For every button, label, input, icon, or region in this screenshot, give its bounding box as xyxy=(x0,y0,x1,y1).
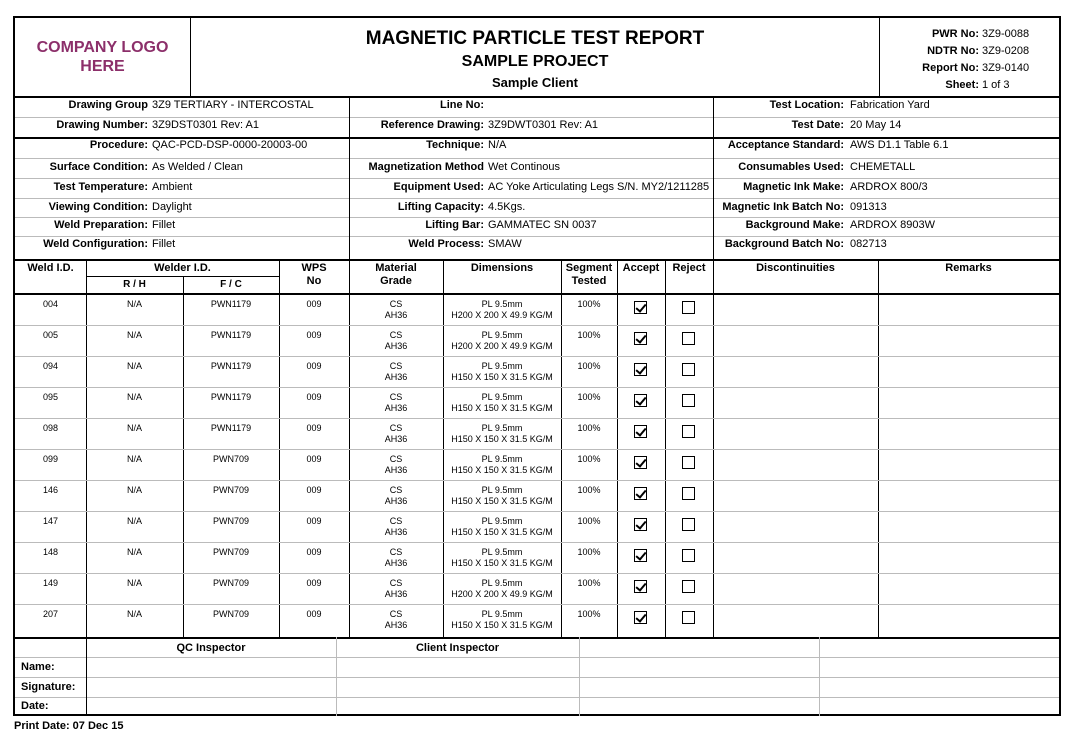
table-row xyxy=(15,512,1059,543)
accept-checkbox[interactable] xyxy=(634,301,647,314)
header-ref-label: NDTR No: xyxy=(927,45,979,57)
table-row xyxy=(15,574,1059,605)
dimension-size-cell: H150 X 150 X 31.5 KG/M xyxy=(451,496,553,506)
signoff-row-label: Date: xyxy=(21,700,49,712)
rh-cell: N/A xyxy=(126,423,142,433)
header-discontinuities: Discontinuities xyxy=(756,262,835,274)
header-segment: Segment Tested xyxy=(565,262,613,287)
material-cell: CS xyxy=(389,547,403,557)
wps-cell: 009 xyxy=(306,547,322,557)
info-label: Procedure: xyxy=(89,139,148,151)
rule-line xyxy=(15,178,1059,179)
rule-line xyxy=(336,637,337,716)
weld-id-cell: 098 xyxy=(42,423,59,433)
rule-line xyxy=(713,259,714,293)
info-label: Weld Configuration: xyxy=(43,238,148,250)
wps-cell: 009 xyxy=(306,330,322,340)
signoff-row-label: Signature: xyxy=(21,681,76,693)
info-value: 3Z9DST0301 Rev: A1 xyxy=(152,119,260,131)
table-row xyxy=(15,357,1059,388)
header-ref-label: Sheet: xyxy=(945,79,979,91)
header-reject: Reject xyxy=(672,262,706,274)
weld-id-cell: 004 xyxy=(42,299,59,309)
rh-cell: N/A xyxy=(126,299,142,309)
info-label: Reference Drawing: xyxy=(380,119,484,131)
info-label: Lifting Capacity: xyxy=(397,201,484,213)
rule-line xyxy=(15,697,1059,698)
dimension-cell: PL 9.5mm xyxy=(481,485,523,495)
info-label: Line No: xyxy=(440,99,484,111)
dimension-cell: PL 9.5mm xyxy=(481,361,523,371)
material-grade-cell: AH36 xyxy=(384,403,408,413)
material-cell: CS xyxy=(389,454,403,464)
weld-id-cell: 095 xyxy=(42,392,59,402)
reject-checkbox[interactable] xyxy=(682,549,695,562)
rule-line xyxy=(713,96,714,259)
accept-checkbox[interactable] xyxy=(634,611,647,624)
rule-line xyxy=(15,677,1059,678)
info-label: Test Location: xyxy=(769,99,844,111)
company-logo: COMPANY LOGO HERE xyxy=(36,39,169,75)
accept-checkbox[interactable] xyxy=(634,425,647,438)
info-label: Drawing Number: xyxy=(56,119,148,131)
fc-cell: PWN709 xyxy=(212,609,249,619)
client-name: Sample Client xyxy=(492,75,578,90)
info-label: Magnetization Method xyxy=(368,161,484,173)
fc-cell: PWN1179 xyxy=(210,299,252,309)
header-ref-label: PWR No: xyxy=(931,28,979,40)
info-label: Consumables Used: xyxy=(738,161,844,173)
header-fc: F / C xyxy=(220,279,242,290)
reject-checkbox[interactable] xyxy=(682,580,695,593)
info-value: 3Z9 TERTIARY - INTERCOSTAL xyxy=(152,99,314,111)
info-value: 091313 xyxy=(850,201,887,213)
signoff-row-label: Name: xyxy=(21,661,55,673)
wps-cell: 009 xyxy=(306,454,322,464)
reject-checkbox[interactable] xyxy=(682,363,695,376)
material-cell: CS xyxy=(389,485,403,495)
info-value: 082713 xyxy=(850,238,887,250)
dimension-cell: PL 9.5mm xyxy=(481,299,523,309)
segment-cell: 100% xyxy=(577,392,601,402)
header-ref-value: 3Z9-0140 xyxy=(982,62,1030,74)
material-cell: CS xyxy=(389,392,403,402)
dimension-cell: PL 9.5mm xyxy=(481,423,523,433)
rule-line xyxy=(15,217,1059,218)
info-label: Viewing Condition: xyxy=(48,201,148,213)
accept-checkbox[interactable] xyxy=(634,363,647,376)
rh-cell: N/A xyxy=(126,361,142,371)
info-label: Weld Process: xyxy=(408,238,484,250)
rh-cell: N/A xyxy=(126,392,142,402)
rh-cell: N/A xyxy=(126,578,142,588)
material-grade-cell: AH36 xyxy=(384,558,408,568)
header-material: Material Grade xyxy=(375,262,417,287)
info-value: AWS D1.1 Table 6.1 xyxy=(850,139,949,151)
report-title: MAGNETIC PARTICLE TEST REPORT xyxy=(365,28,705,49)
dimension-size-cell: H150 X 150 X 31.5 KG/M xyxy=(451,620,553,630)
info-label: Weld Preparation: xyxy=(54,219,148,231)
wps-cell: 009 xyxy=(306,392,322,402)
dimension-cell: PL 9.5mm xyxy=(481,330,523,340)
material-grade-cell: AH36 xyxy=(384,465,408,475)
weld-id-cell: 146 xyxy=(42,485,59,495)
weld-id-cell: 147 xyxy=(42,516,59,526)
fc-cell: PWN709 xyxy=(212,516,249,526)
project-name: SAMPLE PROJECT xyxy=(461,53,609,70)
accept-checkbox[interactable] xyxy=(634,549,647,562)
reject-checkbox[interactable] xyxy=(682,611,695,624)
dimension-size-cell: H200 X 200 X 49.9 KG/M xyxy=(451,589,553,599)
dimension-size-cell: H150 X 150 X 31.5 KG/M xyxy=(451,558,553,568)
material-cell: CS xyxy=(389,423,403,433)
dimension-cell: PL 9.5mm xyxy=(481,516,523,526)
header-dimensions: Dimensions xyxy=(470,262,534,274)
dimension-size-cell: H150 X 150 X 31.5 KG/M xyxy=(451,434,553,444)
rh-cell: N/A xyxy=(126,609,142,619)
dimension-cell: PL 9.5mm xyxy=(481,547,523,557)
material-grade-cell: AH36 xyxy=(384,527,408,537)
header-weld-id: Weld I.D. xyxy=(27,262,74,274)
rule-line xyxy=(279,259,280,293)
info-value: N/A xyxy=(488,139,507,151)
segment-cell: 100% xyxy=(577,578,601,588)
info-label: Test Date: xyxy=(791,119,844,131)
rule-line xyxy=(443,259,444,293)
table-row xyxy=(15,605,1059,636)
dimension-size-cell: H150 X 150 X 31.5 KG/M xyxy=(451,465,553,475)
info-label: Surface Condition: xyxy=(49,161,148,173)
material-grade-cell: AH36 xyxy=(384,434,408,444)
rh-cell: N/A xyxy=(126,485,142,495)
rule-line xyxy=(579,637,580,716)
header-welder-id: Welder I.D. xyxy=(154,262,211,274)
header-ref-value: 1 of 3 xyxy=(982,79,1010,91)
segment-cell: 100% xyxy=(577,609,601,619)
client-inspector-label: Client Inspector xyxy=(415,642,500,654)
material-cell: CS xyxy=(389,609,403,619)
reject-checkbox[interactable] xyxy=(682,487,695,500)
material-grade-cell: AH36 xyxy=(384,620,408,630)
info-value: Wet Continous xyxy=(488,161,560,173)
info-value: Daylight xyxy=(152,201,192,213)
rule-line xyxy=(15,236,1059,237)
dimension-size-cell: H150 X 150 X 31.5 KG/M xyxy=(451,527,553,537)
header-ref-label: Report No: xyxy=(922,62,979,74)
segment-cell: 100% xyxy=(577,547,601,557)
fc-cell: PWN709 xyxy=(212,547,249,557)
info-label: Drawing Group xyxy=(68,99,148,111)
fc-cell: PWN709 xyxy=(212,454,249,464)
rule-line xyxy=(15,117,1059,118)
reject-checkbox[interactable] xyxy=(682,332,695,345)
material-cell: CS xyxy=(389,578,403,588)
accept-checkbox[interactable] xyxy=(634,487,647,500)
header-wps: WPS No xyxy=(301,262,327,287)
info-label: Background Batch No: xyxy=(724,238,844,250)
weld-id-cell: 005 xyxy=(42,330,59,340)
info-value: SMAW xyxy=(488,238,522,250)
dimension-size-cell: H200 X 200 X 49.9 KG/M xyxy=(451,310,553,320)
material-cell: CS xyxy=(389,516,403,526)
rh-cell: N/A xyxy=(126,454,142,464)
reject-checkbox[interactable] xyxy=(682,301,695,314)
info-value: 20 May 14 xyxy=(850,119,902,131)
segment-cell: 100% xyxy=(577,330,601,340)
wps-cell: 009 xyxy=(306,485,322,495)
qc-inspector-label: QC Inspector xyxy=(176,642,246,654)
fc-cell: PWN709 xyxy=(212,578,249,588)
info-value: 3Z9DWT0301 Rev: A1 xyxy=(488,119,599,131)
info-label: Technique: xyxy=(426,139,484,151)
wps-cell: 009 xyxy=(306,299,322,309)
info-label: Background Make: xyxy=(745,219,844,231)
rule-line xyxy=(349,96,350,259)
material-cell: CS xyxy=(389,361,403,371)
accept-checkbox[interactable] xyxy=(634,394,647,407)
info-value: ARDROX 8903W xyxy=(850,219,935,231)
weld-id-cell: 149 xyxy=(42,578,59,588)
wps-cell: 009 xyxy=(306,578,322,588)
table-row xyxy=(15,481,1059,512)
segment-cell: 100% xyxy=(577,423,601,433)
reject-checkbox[interactable] xyxy=(682,425,695,438)
wps-cell: 009 xyxy=(306,609,322,619)
accept-checkbox[interactable] xyxy=(634,580,647,593)
weld-id-cell: 207 xyxy=(42,609,59,619)
rule-line xyxy=(15,198,1059,199)
info-value: Fillet xyxy=(152,238,176,250)
table-row xyxy=(15,419,1059,450)
rule-line xyxy=(617,259,618,293)
info-label: Test Temperature: xyxy=(53,181,148,193)
rule-line xyxy=(15,657,1059,658)
fc-cell: PWN709 xyxy=(212,485,249,495)
info-label: Acceptance Standard: xyxy=(727,139,844,151)
info-value: AC Yoke Articulating Legs S/N. MY2/1211285 xyxy=(488,181,710,193)
wps-cell: 009 xyxy=(306,423,322,433)
info-value: ARDROX 800/3 xyxy=(850,181,928,193)
reject-checkbox[interactable] xyxy=(682,394,695,407)
print-date: Print Date: 07 Dec 15 xyxy=(14,720,124,732)
table-row xyxy=(15,326,1059,357)
dimension-size-cell: H150 X 150 X 31.5 KG/M xyxy=(451,403,553,413)
info-value: 4.5Kgs. xyxy=(488,201,526,213)
dimension-cell: PL 9.5mm xyxy=(481,578,523,588)
accept-checkbox[interactable] xyxy=(634,332,647,345)
material-grade-cell: AH36 xyxy=(384,341,408,351)
info-value: GAMMATEC SN 0037 xyxy=(488,219,597,231)
info-value: As Welded / Clean xyxy=(152,161,243,173)
rule-line xyxy=(819,637,820,716)
fc-cell: PWN1179 xyxy=(210,361,252,371)
rule-line xyxy=(15,158,1059,159)
report-sheet xyxy=(13,16,1061,716)
material-grade-cell: AH36 xyxy=(384,589,408,599)
material-grade-cell: AH36 xyxy=(384,372,408,382)
reject-checkbox[interactable] xyxy=(682,518,695,531)
segment-cell: 100% xyxy=(577,485,601,495)
rh-cell: N/A xyxy=(126,547,142,557)
info-value: Ambient xyxy=(152,181,193,193)
rule-line xyxy=(86,259,87,293)
material-cell: CS xyxy=(389,330,403,340)
info-value: CHEMETALL xyxy=(850,161,916,173)
segment-cell: 100% xyxy=(577,516,601,526)
fc-cell: PWN1179 xyxy=(210,330,252,340)
fc-cell: PWN1179 xyxy=(210,392,252,402)
table-row xyxy=(15,450,1059,481)
header-ref-value: 3Z9-0088 xyxy=(982,28,1030,40)
rule-line xyxy=(86,637,87,716)
reject-checkbox[interactable] xyxy=(682,456,695,469)
accept-checkbox[interactable] xyxy=(634,456,647,469)
weld-id-cell: 094 xyxy=(42,361,59,371)
info-label: Equipment Used: xyxy=(393,181,484,193)
rule-line xyxy=(561,259,562,293)
header-ref-value: 3Z9-0208 xyxy=(982,45,1030,57)
info-value: Fillet xyxy=(152,219,176,231)
segment-cell: 100% xyxy=(577,454,601,464)
dimension-size-cell: H200 X 200 X 49.9 KG/M xyxy=(451,341,553,351)
material-cell: CS xyxy=(389,299,403,309)
rule-line xyxy=(878,259,879,293)
dimension-size-cell: H150 X 150 X 31.5 KG/M xyxy=(451,372,553,382)
rh-cell: N/A xyxy=(126,330,142,340)
info-label: Magnetic Ink Make: xyxy=(743,181,844,193)
rule-line xyxy=(349,259,350,293)
segment-cell: 100% xyxy=(577,299,601,309)
info-label: Lifting Bar: xyxy=(425,219,484,231)
weld-id-cell: 148 xyxy=(42,547,59,557)
header-remarks: Remarks xyxy=(945,262,992,274)
fc-cell: PWN1179 xyxy=(210,423,252,433)
table-row xyxy=(15,388,1059,419)
table-row xyxy=(15,543,1059,574)
info-value: QAC-PCD-DSP-0000-20003-00 xyxy=(152,139,308,151)
header-rh: R / H xyxy=(123,279,146,290)
material-grade-cell: AH36 xyxy=(384,310,408,320)
dimension-cell: PL 9.5mm xyxy=(481,609,523,619)
rule-line xyxy=(183,276,184,293)
weld-id-cell: 099 xyxy=(42,454,59,464)
rh-cell: N/A xyxy=(126,516,142,526)
accept-checkbox[interactable] xyxy=(634,518,647,531)
info-label: Magnetic Ink Batch No: xyxy=(722,201,844,213)
material-grade-cell: AH36 xyxy=(384,496,408,506)
rule-line xyxy=(665,259,666,293)
table-row xyxy=(15,295,1059,326)
segment-cell: 100% xyxy=(577,361,601,371)
dimension-cell: PL 9.5mm xyxy=(481,392,523,402)
info-value: Fabrication Yard xyxy=(850,99,930,111)
wps-cell: 009 xyxy=(306,361,322,371)
wps-cell: 009 xyxy=(306,516,322,526)
header-accept: Accept xyxy=(622,262,660,274)
dimension-cell: PL 9.5mm xyxy=(481,454,523,464)
